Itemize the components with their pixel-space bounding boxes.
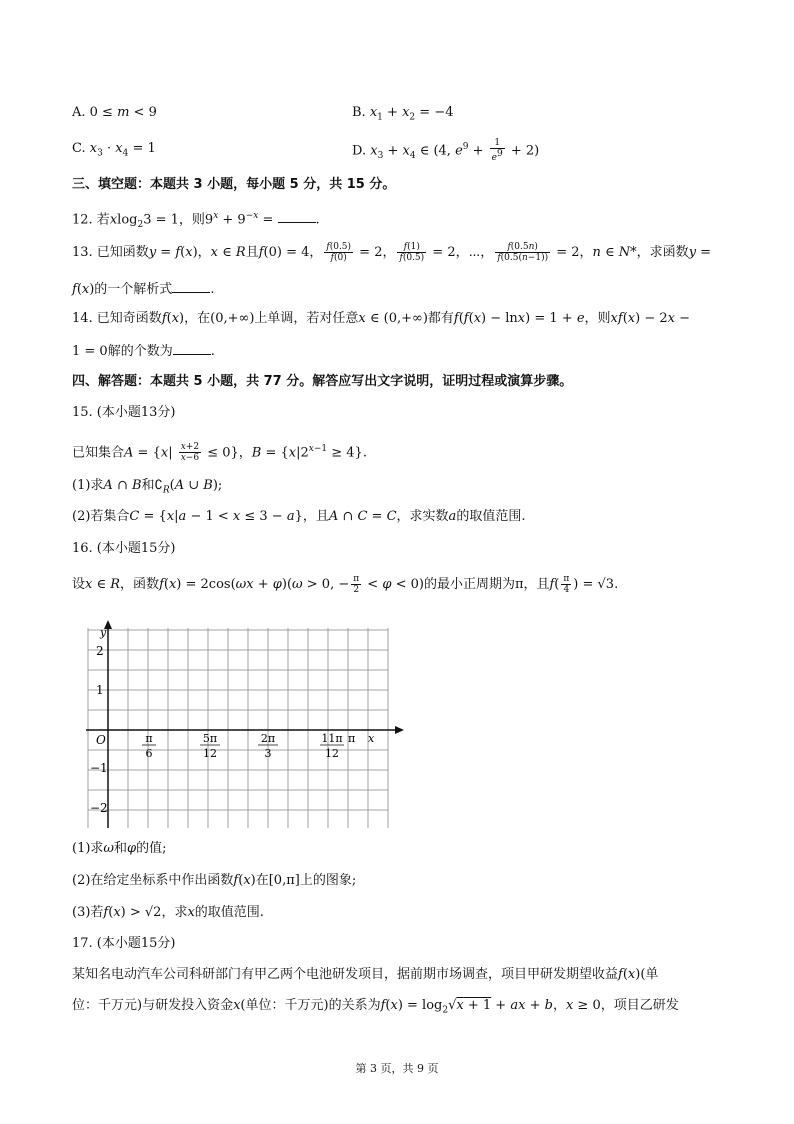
question-15-part2: (2)若集合C = {x|a − 1 < x ≤ 3 − a}，且A ∩ C = C，求实数a的取值范围. bbox=[72, 509, 526, 524]
y-tick-neg2: −2 bbox=[90, 801, 108, 815]
question-16-part1: (1)求ω和φ的值; bbox=[72, 841, 167, 856]
svg-text:11π: 11π bbox=[321, 732, 343, 745]
question-16-header: 16. (本小题15分) bbox=[72, 541, 176, 556]
x-tick-5pi-over-12 bbox=[200, 732, 220, 760]
svg-text:6: 6 bbox=[145, 747, 153, 760]
y-tick-2: 2 bbox=[96, 644, 104, 658]
y-tick-1: 1 bbox=[96, 683, 104, 697]
question-14-line2: 1 = 0解的个数为 . bbox=[72, 344, 215, 359]
section3-title: 三、填空题：本题共 3 小题，每小题 5 分，共 15 分。 bbox=[72, 177, 396, 192]
question-16-part2: (2)在给定坐标系中作出函数f(x)在[0,π]上的图象; bbox=[72, 873, 357, 888]
section4-title: 四、解答题：本题共 5 小题，共 77 分。解答应写出文字说明，证明过程或演算步骤。 bbox=[72, 374, 573, 389]
question-16-stem: 设x ∈ R，函数f(x) = 2cos(ωx + φ)(ω > 0, − $\frac{\pi}{2}$ < φ < 0)的最小正周期为π，且f( $\frac{\pi}{4}$ ) = √3. bbox=[72, 574, 619, 595]
question-17-line1: 某知名电动汽车公司科研部门有甲乙两个电池研发项目，据前期市场调查，项目甲研发期望收益f(x)(单 bbox=[72, 967, 659, 982]
question-15-header: 15. (本小题13分) bbox=[72, 405, 176, 420]
origin-label: O bbox=[96, 733, 106, 747]
svg-text:2π: 2π bbox=[260, 732, 276, 745]
y-tick-neg1: −1 bbox=[90, 761, 108, 775]
y-axis-label: y bbox=[100, 626, 107, 639]
question-16-part3: (3)若f(x) > √2，求x的取值范围. bbox=[72, 905, 264, 920]
question-15-stem: 已知集合A = {x| $\frac{x+2}{x-6}$ ≤ 0}，$B = \{x|2^{x-1} \ge 4\}$. bbox=[72, 442, 367, 464]
question-14-line1: 14. 已知奇函数f(x)，在(0,+∞)上单调，若对任意x ∈ (0,+∞)都有f(f(x) − lnx) = 1 + e，则xf(x) − 2x − bbox=[72, 311, 690, 326]
x-tick-pi-over-6 bbox=[142, 732, 156, 760]
option-b: B. $x_1 + x_2 = -4$ bbox=[352, 105, 454, 123]
x-tick-11pi-over-12 bbox=[320, 732, 344, 760]
svg-text:3: 3 bbox=[264, 747, 272, 760]
option-d: D. $x_3 + x_4$ ∈ (4, $e^9$ + $\frac{1}{e^9}$ + 2) bbox=[352, 138, 540, 164]
x-tick-pi: π bbox=[348, 732, 356, 745]
question-17-header: 17. (本小题15分) bbox=[72, 936, 176, 951]
question-15-part1: (1)求A ∩ B和$∁_R(A$ ∪ B); bbox=[72, 478, 223, 496]
question-13-line1: 13. 已知函数y = f(x)，x ∈ R且f(0) = 4， $\frac{f(0.5)}{f(0)}$ = 2， $\frac{f(1)}{f(0.5)}$ = 2，⋯， $\frac{f(0.5n)}{f(0.5(n-1))}$ = 2，n ∈ N*，求函数y = bbox=[72, 242, 712, 263]
question-13-line2: f(x)的一个解析式 . bbox=[72, 282, 215, 297]
svg-text:12: 12 bbox=[203, 747, 217, 760]
question-12: 12. 若xlog$_2$3 = 1，则$9^x + 9^{-x}$ = . bbox=[72, 211, 320, 230]
option-c: C. $x_3 \cdot x_4 = 1$ bbox=[72, 141, 156, 159]
svg-text:5π: 5π bbox=[202, 732, 218, 745]
coordinate-grid bbox=[86, 620, 406, 830]
svg-text:12: 12 bbox=[325, 747, 339, 760]
question-17-line2: 位：千万元)与研发投入资金x(单位：千万元)的关系为$f(x) = \log_2√x + 1$ + ax + b，x ≥ 0，项目乙研发 bbox=[72, 998, 679, 1016]
option-a: A. 0 ≤ m < 9 bbox=[72, 105, 157, 120]
page-footer: 第 3 页，共 9 页 bbox=[355, 1062, 439, 1075]
x-axis-label: x bbox=[368, 732, 375, 745]
x-axis-arrow bbox=[395, 726, 404, 734]
svg-text:π: π bbox=[145, 732, 153, 745]
